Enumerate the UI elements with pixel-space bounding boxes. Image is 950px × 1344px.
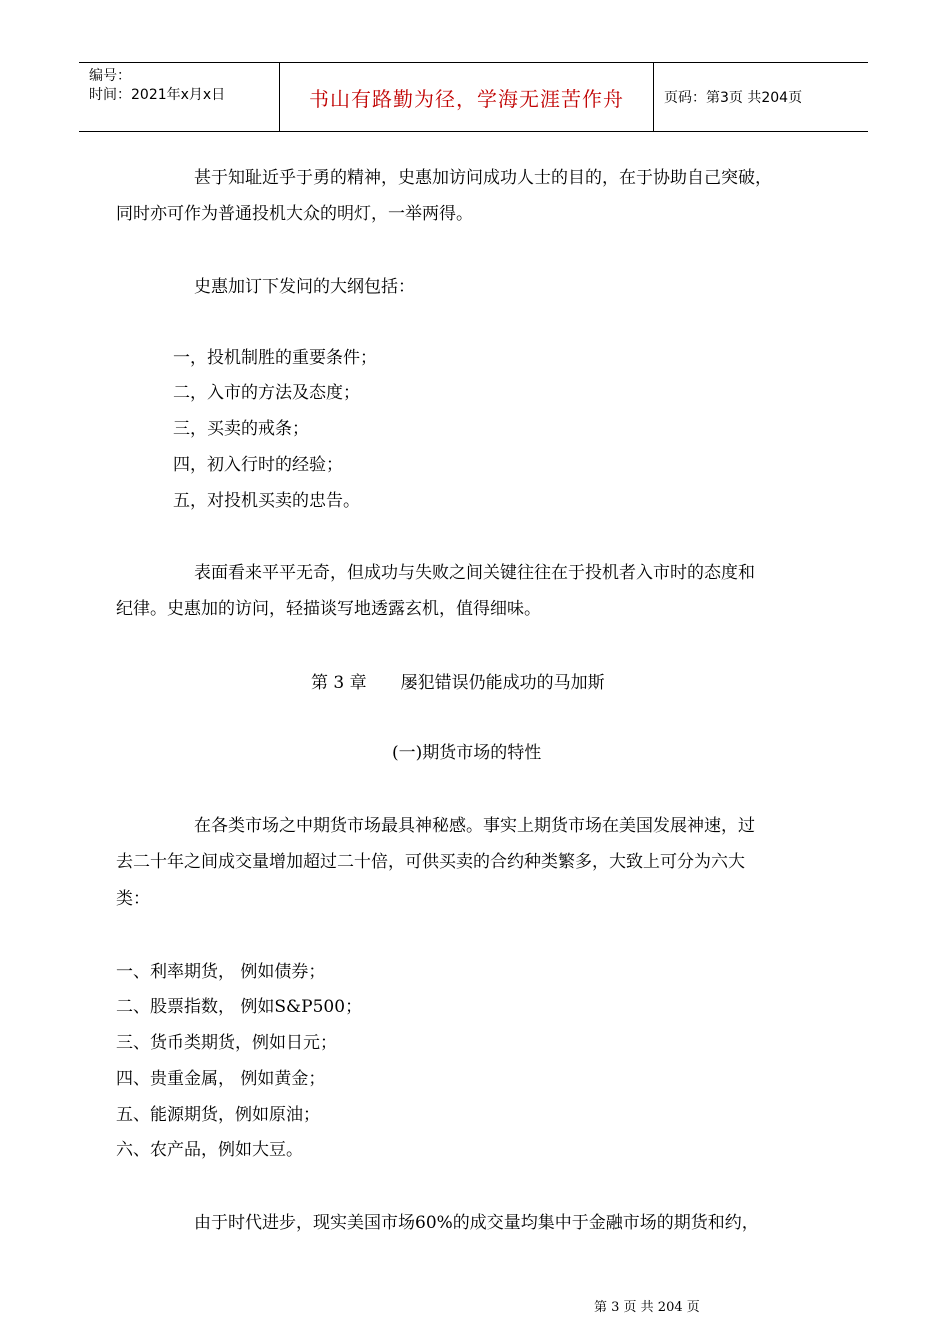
category-item: 四、贵重金属， 例如黄金； [116, 1069, 326, 1089]
category-item: 三、货币类期货，例如日元； [116, 1033, 337, 1053]
outline-item: 二，入市的方法及态度； [173, 383, 360, 403]
paragraph-4-line-2: 去二十年之间成交量增加超过二十倍，可供买卖的合约种类繁多，大致上可分为六大 [116, 852, 745, 872]
paragraph-4-line-1: 在各类市场之中期货市场最具神秘感。事实上期货市场在美国发展神速，过 [194, 816, 755, 836]
header-page-info: 页码：第3页 共204页 [664, 90, 803, 106]
paragraph-3-line-2: 纪律。史惠加的访问，轻描谈写地透露玄机，值得细味。 [116, 599, 541, 619]
paragraph-1-line-2: 同时亦可作为普通投机大众的明灯，一举两得。 [116, 204, 473, 224]
outline-item: 四，初入行时的经验； [173, 455, 343, 475]
header-meta [89, 67, 225, 105]
document-header [79, 62, 868, 132]
outline-item: 一，投机制胜的重要条件； [173, 348, 377, 368]
category-item: 二、股票指数， 例如S&P500； [116, 997, 363, 1017]
paragraph-1-line-1: 甚于知耻近乎于勇的精神，史惠加访问成功人士的目的，在于协助自己突破， [194, 168, 772, 188]
category-item: 六、农产品，例如大豆。 [116, 1140, 303, 1160]
header-motto: 书山有路勤为径，学海无涯苦作舟 [309, 86, 624, 111]
section-title: (一)期货市场的特性 [392, 743, 542, 763]
serial-label: 编号： [89, 68, 131, 84]
outline-item: 五，对投机买卖的忠告。 [173, 491, 360, 511]
page-footer: 第 3 页 共 204 页 [594, 1300, 700, 1315]
category-item: 一、利率期货， 例如债券； [116, 962, 326, 982]
header-divider [653, 63, 654, 131]
paragraph-4-line-3: 类： [116, 889, 150, 909]
paragraph-5-line-1: 由于时代进步，现实美国市场60%的成交量均集中于金融市场的期货和约， [194, 1213, 759, 1233]
category-item: 五、能源期货，例如原油； [116, 1105, 320, 1125]
outline-item: 三，买卖的戒条； [173, 419, 309, 439]
paragraph-3-line-1: 表面看来平平无奇，但成功与失败之间关键往往在于投机者入市时的态度和 [194, 563, 755, 583]
chapter-title: 第 3 章 屡犯错误仍能成功的马加斯 [311, 673, 605, 693]
time-label: 时间：2021年x月x日 [89, 87, 226, 103]
paragraph-2: 史惠加订下发问的大纲包括： [194, 277, 415, 297]
